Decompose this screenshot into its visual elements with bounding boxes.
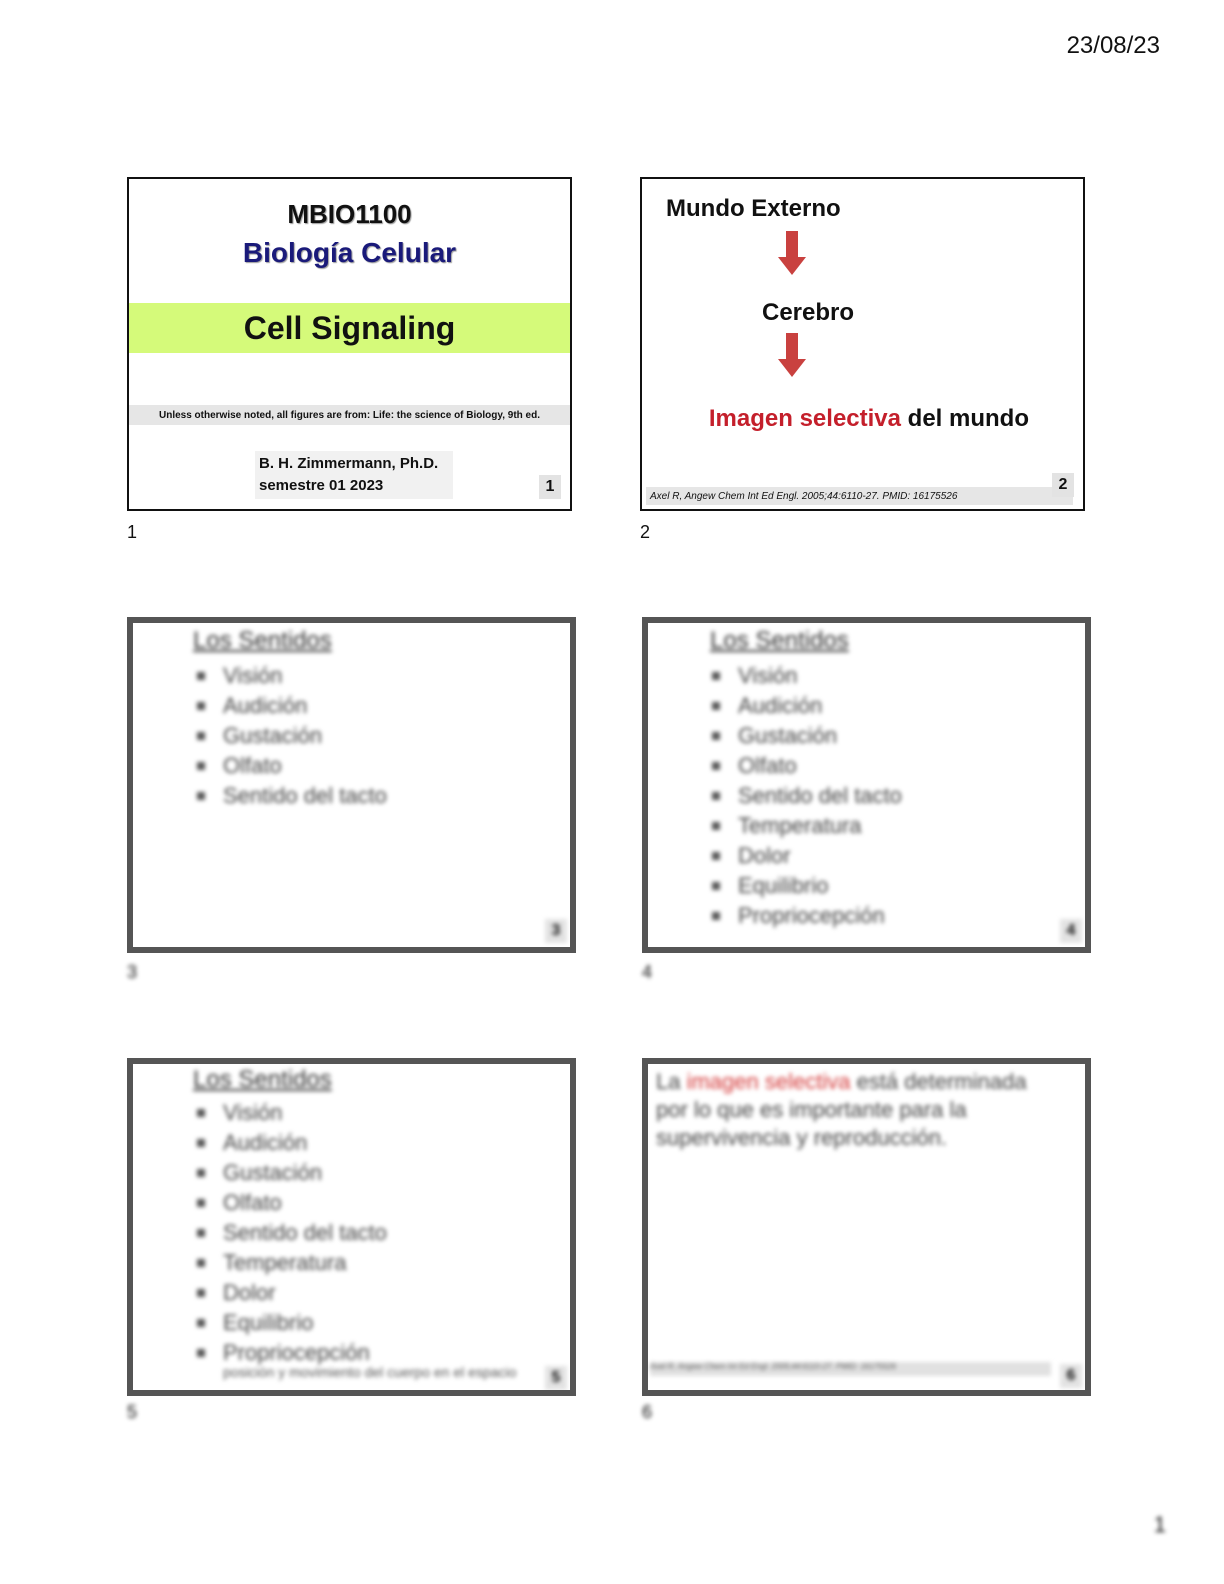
slide-label-4: 4	[642, 962, 653, 982]
slide-title: Los Sentidos	[193, 1066, 332, 1093]
list-item: Propriocepción	[197, 1338, 387, 1368]
slide-page-number: 1	[539, 475, 561, 499]
list-item: Audición	[712, 691, 902, 721]
list-item: Sentido del tacto	[712, 781, 902, 811]
list-item: Audición	[197, 1128, 387, 1158]
slide-title: Los Sentidos	[710, 627, 849, 654]
slide-6	[642, 1058, 1091, 1396]
brain-label: Cerebro	[762, 299, 855, 326]
author-block	[255, 451, 453, 499]
selective-image-line	[642, 405, 1029, 433]
list-item: Gustación	[197, 721, 387, 751]
list-item: Olfato	[197, 751, 387, 781]
course-code: MBIO1100	[287, 199, 412, 229]
course-name: Biología Celular	[242, 237, 457, 268]
list-item: Temperatura	[197, 1248, 387, 1278]
list-item: Gustación	[197, 1158, 387, 1188]
list-item: Temperatura	[712, 811, 902, 841]
figure-credit: Unless otherwise noted, all figures are from: Life: the science of Biology, 9th ed.	[129, 405, 570, 425]
slide-5	[127, 1058, 576, 1396]
arrow-head	[778, 359, 806, 377]
slide-4	[642, 617, 1091, 953]
slide-page-number: 5	[545, 1366, 567, 1390]
slide-3	[127, 617, 576, 953]
external-world-label: Mundo Externo	[666, 195, 841, 222]
arrow-head	[778, 257, 806, 275]
page-number: 1	[1153, 1512, 1166, 1537]
slide-page-number: 3	[545, 919, 567, 943]
list-item: Gustación	[712, 721, 902, 751]
list-item: Olfato	[197, 1188, 387, 1218]
page-date: 23/08/23	[1066, 32, 1160, 59]
citation: Axel R, Angew Chem Int Ed Engl. 2005;44:6110-27. PMID: 16175526	[650, 1362, 1051, 1376]
list-item: Audición	[197, 691, 387, 721]
proprioception-note: posición y movimiento del cuerpo en el espacio	[223, 1364, 517, 1380]
list-item: Propriocepción	[712, 901, 902, 931]
slide-label-6: 6	[642, 1402, 653, 1422]
list-item: Equilibrio	[197, 1308, 387, 1338]
list-item: Visión	[197, 661, 387, 691]
list-item: Dolor	[712, 841, 902, 871]
list-item: Sentido del tacto	[197, 781, 387, 811]
senses-list	[712, 661, 902, 931]
down-arrow-icon	[778, 231, 806, 275]
list-item: Olfato	[712, 751, 902, 781]
senses-list	[197, 661, 387, 811]
slide-label-3: 3	[127, 962, 138, 982]
slide-label-2: 2	[640, 522, 651, 542]
slide-title: Los Sentidos	[193, 627, 332, 654]
list-item: Dolor	[197, 1278, 387, 1308]
selective-image-rest: del mundo	[901, 405, 1029, 432]
list-item: Visión	[197, 1098, 387, 1128]
slide-label-5: 5	[127, 1402, 138, 1422]
slide-page-number: 6	[1060, 1364, 1082, 1388]
topic-title: Cell Signaling	[129, 303, 570, 353]
citation: Axel R, Angew Chem Int Ed Engl. 2005;44:6110-27. PMID: 16175526	[646, 487, 1073, 505]
slide-2	[640, 177, 1085, 511]
slide-page-number: 4	[1060, 919, 1082, 943]
down-arrow-icon	[778, 333, 806, 377]
list-item: Visión	[712, 661, 902, 691]
slide-label-1: 1	[127, 522, 138, 542]
list-item: Equilibrio	[712, 871, 902, 901]
arrow-shaft	[786, 333, 798, 361]
slide-page-number: 2	[1052, 473, 1074, 497]
arrow-shaft	[786, 231, 798, 259]
selective-image-red: Imagen selectiva	[708, 405, 901, 432]
senses-list	[197, 1098, 387, 1368]
author-name: B. H. Zimmermann, Ph.D.	[259, 455, 439, 472]
slide-1	[127, 177, 572, 511]
list-item: Sentido del tacto	[197, 1218, 387, 1248]
selective-image-text: La imagen selectiva está determinada por lo que es importante para la supervivencia y reproducción.	[656, 1069, 1027, 1150]
semester: semestre 01 2023	[259, 477, 384, 494]
